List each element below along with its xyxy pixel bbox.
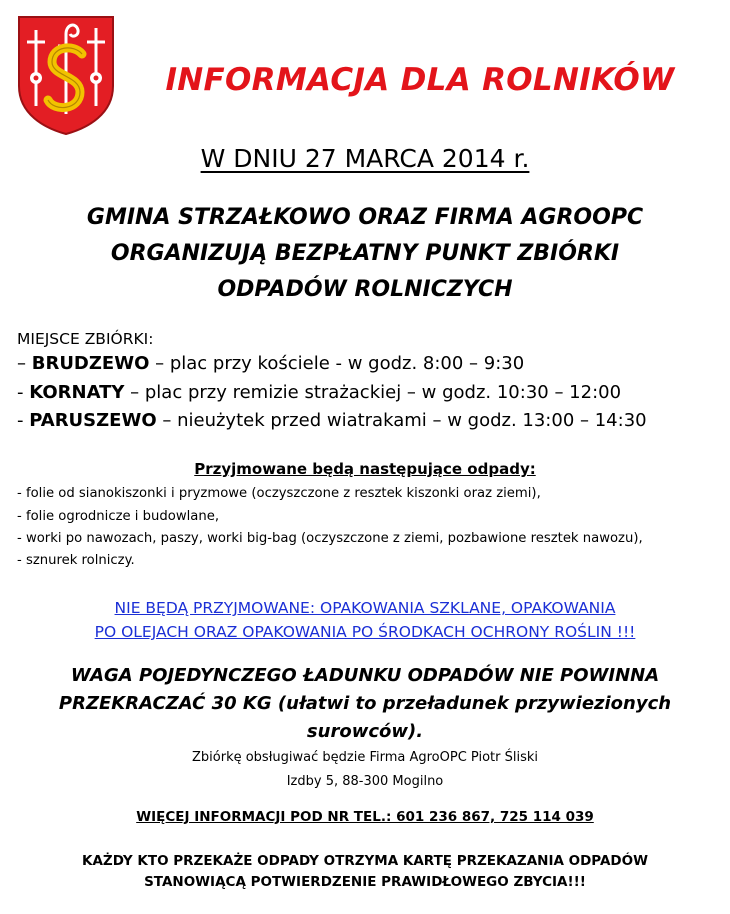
accepted-waste-heading: Przyjmowane będą następujące odpady: — [194, 460, 536, 478]
location-detail: – nieużytek przed wiatrakami – w godz. 13:00 – 14:30 — [156, 410, 647, 431]
weight-line: PRZEKRACZAĆ 30 KG (ułatwi to przeładunek przywiezionych surowców). — [58, 693, 672, 742]
weight-limit-notice — [0, 662, 730, 746]
location-prefix: - — [17, 382, 30, 403]
location-prefix: - — [17, 410, 30, 431]
location-place: PARUSZEWO — [29, 410, 157, 431]
waste-item: - worki po nawozach, paszy, worki big-bag (oczyszczone z ziemi, pozbawione resztek nawozu), — [17, 531, 643, 546]
event-date: W DNIU 27 MARCA 2014 r. — [200, 144, 530, 173]
location-detail: – plac przy kościele - w godz. 8:00 – 9:30 — [149, 353, 525, 374]
notice-line: PO OLEJACH ORAZ OPAKOWANIA PO ŚRODKACH OCHRONY ROŚLIN !!! — [94, 623, 636, 641]
location-prefix: – — [17, 353, 32, 374]
operator-line: Izdby 5, 88-300 Mogilno — [286, 774, 444, 789]
contact-phone: WIĘCEJ INFORMACJI POD NR TEL.: 601 236 867, 725 114 039 — [136, 809, 594, 825]
location-detail: – plac przy remizie strażackiej – w godz. 10:30 – 12:00 — [124, 382, 622, 403]
organizers-line: GMINA STRZAŁKOWO ORAZ FIRMA AGROOPC — [86, 205, 644, 230]
organizers-line: ODPADÓW ROLNICZYCH — [217, 277, 513, 302]
location-item — [17, 410, 647, 431]
location-place: BRUDZEWO — [31, 353, 150, 374]
locations-heading: MIEJSCE ZBIÓRKI: — [17, 330, 154, 348]
coat-of-arms-icon — [16, 14, 116, 136]
operator-line: Zbiórkę obsługiwać będzie Firma AgroOPC Piotr Śliski — [192, 750, 538, 765]
waste-item: - folie ogrodnicze i budowlane, — [17, 509, 220, 524]
location-item — [17, 353, 524, 374]
page-title: INFORMACJA DLA ROLNIKÓW — [165, 62, 675, 98]
weight-line: WAGA POJEDYNCZEGO ŁADUNKU ODPADÓW NIE POWINNA — [70, 665, 660, 686]
notice-line: NIE BĘDĄ PRZYJMOWANE: OPAKOWANIA SZKLANE, OPAKOWANIA — [114, 599, 616, 617]
waste-item: - sznurek rolniczy. — [17, 553, 135, 568]
final-line: KAŻDY KTO PRZEKAŻE ODPADY OTRZYMA KARTĘ PRZEKAZANIA ODPADÓW — [82, 853, 648, 869]
location-item — [17, 382, 621, 403]
final-notice — [0, 851, 730, 893]
organizers-heading — [0, 200, 730, 308]
final-line: STANOWIĄCĄ POTWIERDZENIE PRAWIDŁOWEGO ZBYCIA!!! — [144, 874, 586, 890]
waste-item: - folie od sianokiszonki i pryzmowe (oczyszczone z resztek kiszonki oraz ziemi), — [17, 486, 541, 501]
organizers-line: ORGANIZUJĄ BEZPŁATNY PUNKT ZBIÓRKI — [110, 241, 620, 266]
operator-info — [0, 746, 730, 794]
not-accepted-notice — [0, 596, 730, 644]
location-place: KORNATY — [29, 382, 125, 403]
